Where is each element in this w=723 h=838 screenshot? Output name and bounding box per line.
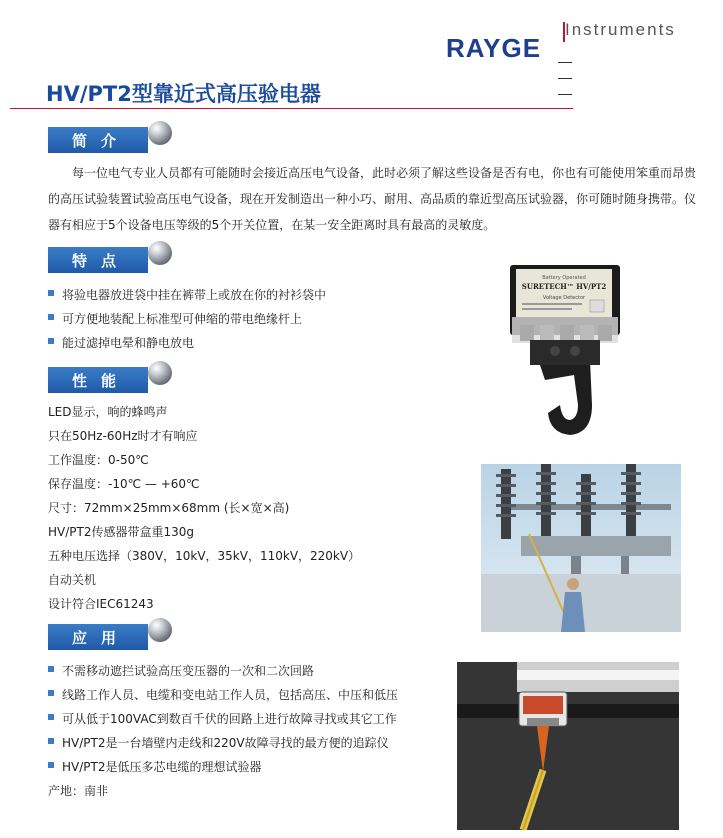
sphere-icon xyxy=(148,121,172,145)
device-label-brand: SURETECH™ HV/PT2 xyxy=(521,282,607,291)
bullet-icon xyxy=(48,738,54,744)
spec-line: 工作温度：0-50℃ xyxy=(48,453,149,467)
sphere-icon xyxy=(148,241,172,265)
spec-line: HV/PT2传感器带盒重130g xyxy=(48,525,194,539)
sphere-icon xyxy=(148,361,172,385)
margin-mark xyxy=(558,94,572,95)
cable-test-photo xyxy=(457,662,679,830)
spec-line: LED显示，响的蜂鸣声 xyxy=(48,405,168,419)
section-title: 应用 xyxy=(72,629,131,647)
bullet-icon xyxy=(48,690,54,696)
origin-text: 产地：南非 xyxy=(48,784,109,798)
sphere-icon xyxy=(148,618,172,642)
section-title: 简介 xyxy=(72,132,131,150)
substation-photo xyxy=(481,464,681,632)
bullet-icon xyxy=(48,314,54,320)
spec-line: 自动关机 xyxy=(48,573,97,587)
bullet-icon xyxy=(48,762,54,768)
bullet-icon xyxy=(48,666,54,672)
page-title: HV/PT2型靠近式高压验电器 xyxy=(46,82,321,106)
spec-line: 五种电压选择（380V，10kV，35kV，110kV，220kV） xyxy=(48,549,361,563)
brand-tagline: Instruments xyxy=(565,20,676,39)
margin-mark xyxy=(558,78,572,79)
bullet-icon xyxy=(48,290,54,296)
margin-mark xyxy=(558,62,572,63)
device-photo xyxy=(500,255,635,440)
brand-logo: RAYGE xyxy=(446,33,542,63)
bullet-icon xyxy=(48,714,54,720)
spec-line: 设计符合IEC61243 xyxy=(48,597,154,611)
spec-line: 只在50Hz-60Hz时才有响应 xyxy=(48,429,198,443)
device-label-line1: Voltage Detector xyxy=(542,295,586,301)
device-label-line2: Battery Operated xyxy=(542,275,586,281)
bullet-icon xyxy=(48,338,54,344)
title-divider xyxy=(10,108,573,109)
section-title: 特点 xyxy=(72,252,131,270)
spec-line: 保存温度：-10℃ — +60℃ xyxy=(48,477,200,491)
spec-line: 尺寸：72mm×25mm×68mm (长×宽×高) xyxy=(48,501,290,515)
intro-paragraph: 每一位电气专业人员都有可能随时会接近高压电气设备，此时必须了解这些设备是否有电，你也有可能使用笨重而昂贵的高压试验装置试验高压电气设备，现在开发制造出一种小巧、耐用、高品质的靠近型高压试验器，你可随时随身携带。仪器有相应于5个设备电压等级的5个开关位置，在某一安全距离时具有最高的灵敏度。 xyxy=(48,166,697,232)
section-title: 性能 xyxy=(72,372,131,390)
